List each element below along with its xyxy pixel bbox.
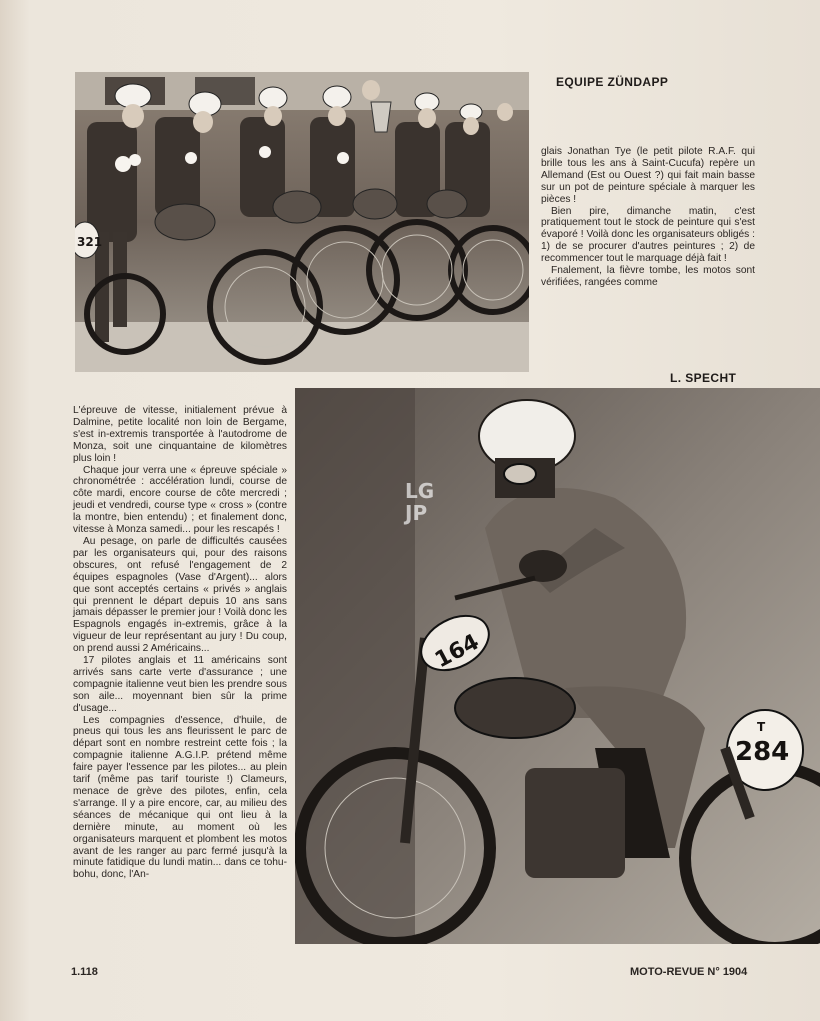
rider-photo — [295, 388, 820, 944]
rear-plate-number: 284 — [735, 737, 790, 767]
watermark-logo — [405, 480, 434, 524]
paragraph: Chaque jour verra une « épreuve spéciale » chronométrée : accélération lundi, course de côte mardi, encore course de côte mercredi ; jeudi et vendredi, course type « cross » (contre la montre, bien entendu) ; et finalement donc, vitesse à Monza samedi... pour les rescapés ! — [73, 464, 287, 536]
paragraph: L'épreuve de vitesse, initialement prévue à Dalmine, petite localité non loin de Bergame, s'est in-extremis transportée à l'autodrome de Monza, soit une cinquantaine de kilomètres plus loin ! — [73, 405, 287, 464]
paragraph: glais Jonathan Tye (le petit pilote R.A.F. qui brille tous les ans à Saint-Cucufa) repère un Allemand (Est ou Ouest ?) qui fait main basse sur un pot de peinture spéciale à marquer les pièces ! — [541, 146, 755, 205]
right-column-text — [541, 146, 755, 289]
magazine-issue: MOTO-REVUE N° 1904 — [630, 966, 748, 978]
watermark-line: JP — [405, 501, 428, 525]
front-plate-number: 164 — [431, 629, 484, 674]
caption-rider: L. SPECHT — [670, 371, 737, 385]
team-bike-number: 321 — [77, 235, 103, 249]
paragraph: Les compagnies d'essence, d'huile, de pneus qui tous les ans fleurissent le parc de départ sont en nombre restreint cette fois ; la compagnie italienne A.G.I.P. prétend même faire payer l'essence par les pilotes... au plein tarif (même pas tarif touriste !) Clameurs, menace de grève des pilotes, enfin, cela s'arrange. Il y a pire encore, car, au milieu des séances de mécanique qui ont lieu à la dernière minute, au moment où les organisateurs marquent et plombent les motos avant de les ranger au parc fermé jusqu'à la minute fatidique du lundi matin... dans ce tohu-bohu, donc, l'An- — [73, 714, 287, 881]
paragraph: 17 pilotes anglais et 11 américains sont arrivés sans carte verte d'assurance ; une compagnie italienne veut bien les prendre sous son aile... moyennant bien sûr la prime d'usage... — [73, 655, 287, 714]
paragraph: Bien pire, dimanche matin, c'est pratiquement tout le stock de peinture qui s'est évaporé ! Voilà donc les organisateurs obligés : 1) de se procurer d'autres peintures ; 2) de recommencer tout le marquage déjà fait ! — [541, 205, 755, 265]
left-column-text — [73, 405, 287, 881]
caption-team: EQUIPE ZÜNDAPP — [556, 75, 669, 89]
rear-plate-letter: T — [757, 720, 766, 734]
watermark-line: LG — [405, 479, 435, 503]
paragraph: Fnalement, la fièvre tombe, les motos sont vérifiées, rangées comme — [541, 265, 755, 288]
team-photo — [75, 72, 529, 372]
paragraph: Au pesage, on parle de difficultés causées par les organisateurs qui, pour des raisons obscures, ont refusé l'engagement de 2 équipes espagnoles (Vase d'Argent)... alors que sont acceptés certains « privés » anglais qui prennent le départ depuis 10 ans sans jamais dépasser le premier jour ! Voilà donc les Espagnols engagés in-extremis, grâce à la vigueur de leur représentant au jury ! Du coup, on prend aussi 2 Américains... — [73, 535, 287, 655]
page-number: 1.118 — [71, 966, 98, 978]
